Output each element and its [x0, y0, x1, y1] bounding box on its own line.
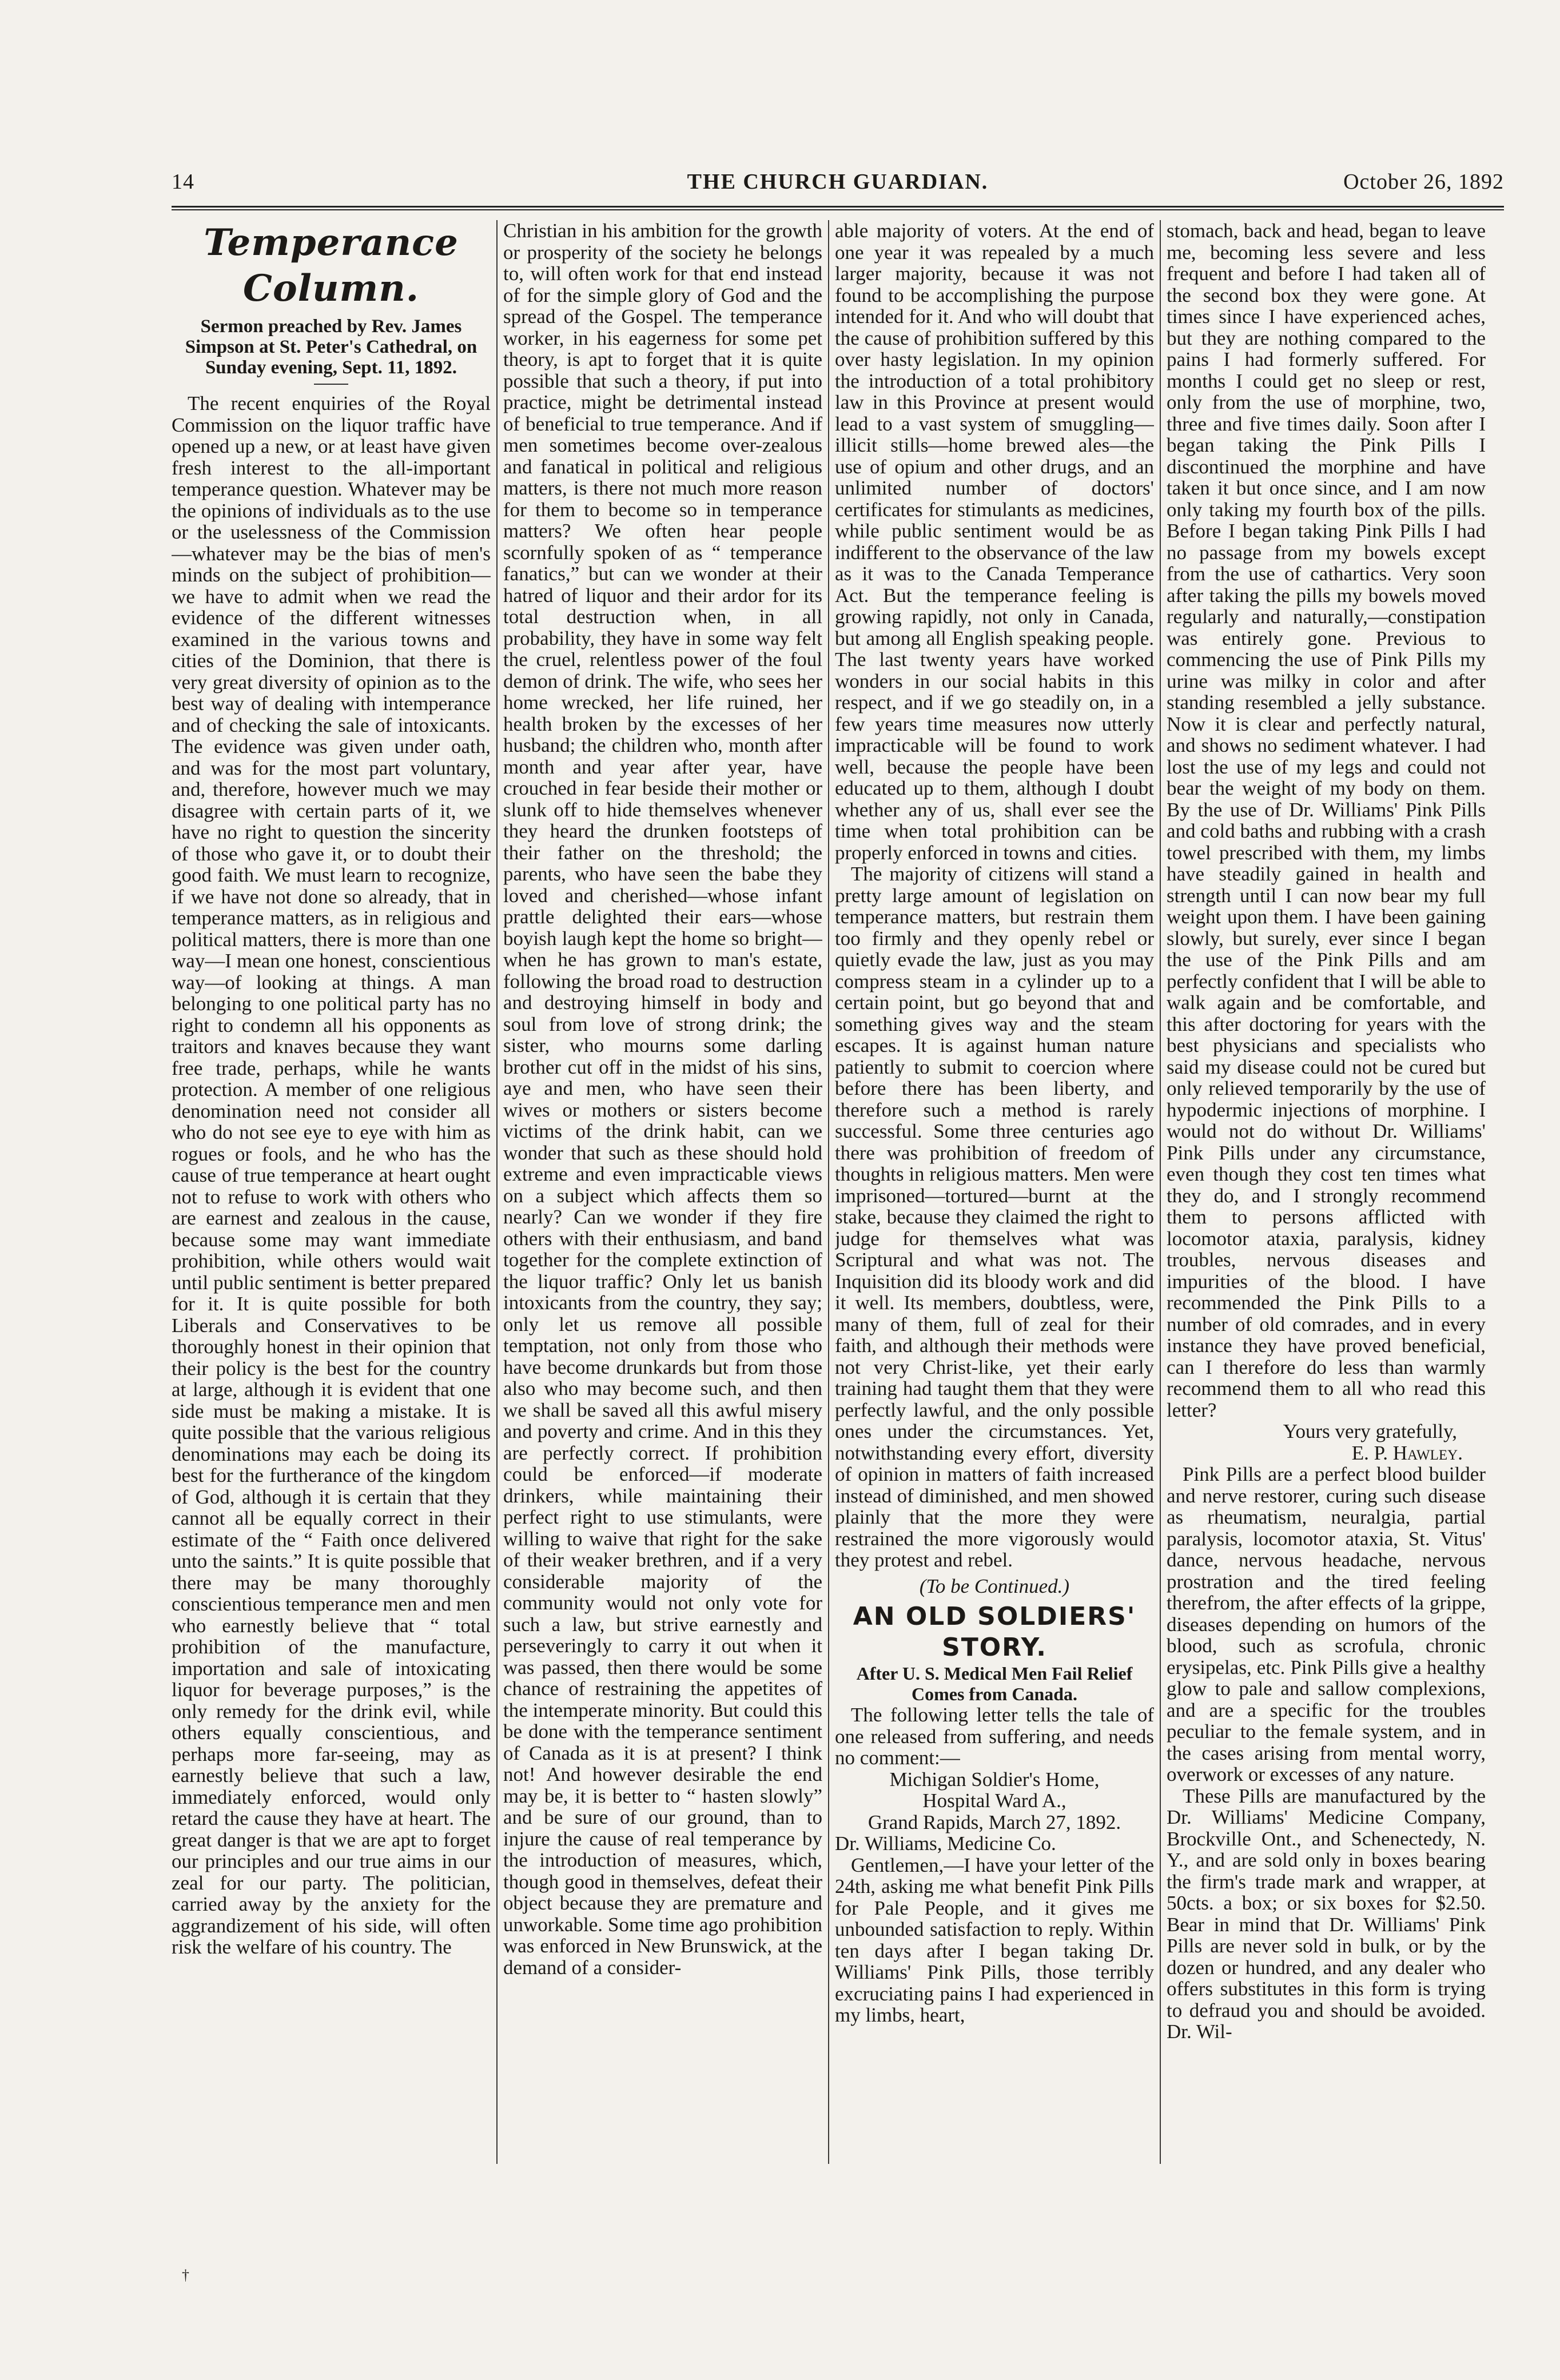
letter-address: Michigan Soldier's Home, [889, 1768, 1100, 1791]
short-rule [314, 384, 348, 385]
sermon-heading: Sermon preached by Rev. James Simpson at St. Peter's Cathedral, on Sunday evening, Sept. 11, 1892. [185, 316, 477, 378]
story-heading: AN OLD SOLDIERS' STORY. [853, 1602, 1136, 1662]
article-paragraph: Christian in his ambition for the growth or prosperity of the society he belongs to, will often work for that end instead of for the simple glory of God and the spread of the Gospel. The temperance worker, in his eagerness for some pet theory, is apt to forget that it is quite possible that such a theory, if put into practice, might be detrimental instead of beneficial to true temperance. And if men sometimes become over-zealous and fanatical in political and religious matters, is there not much more reason for them to become so in temperance matters? We often hear people scornfully spoken of as “ temperance fanatics,” but can we wonder at their hatred of liquor and their ardor for its total destruction when, in all probability, they have in some way felt the cruel, relentless power of the foul demon of drink. The wife, who sees her home wrecked, her life ruined, her health broken by the excesses of her husband; the children who, month after month and year after year, have crouched in fear beside their mother or slunk off to hide themselves whenever they heard the drunken footsteps of their father on the threshold; the parents, who have seen the babe they loved and cherished—whose infant prattle delighted their ears—whose boyish laugh kept the home so bright—when he has grown to man's estate, following the broad road to destruction and destroying himself in body and soul from love of strong drink; the sister, who mourns some darling brother cut off in the midst of his sins, aye and men, who have seen their wives or mothers or sisters become victims of the drink habit, can we wonder that such as these should hold extreme and even impracticable views on a subject which affects them so nearly? Can we wonder if they fire others with their enthusiasm, and band together for the complete extinction of the liquor traffic? Only let us banish intoxicants from the country, they say; only let us remove all possible temptation, not only from those who have become drunkards but from those also who may become such, and then we shall be saved all this awful misery and poverty and crime. And in this they are perfectly correct. If prohibition could be enforced—if moderate drinkers, while maintaining their perfect right to use stimulants, were willing to waive that right for the sake of their weaker brethren, and if a very considerable majority of the community would not only vote for such a law, but strive earnestly and perseveringly to carry it out when it was passed, then there would be some chance of restraining the appetites of the intemperate minority. But could this be done with the temperance sentiment of Canada as it is at present? I think not! And however desirable the end may be, it is better to “ hasten slowly” and be sure of our ground, than to injure the cause of real temperance by the introduction of measures, which, though good in themselves, defeat their object because they are premature and unworkable. Some time ago prohibition was enforced in New Brunswick, at the demand of a consider- [503, 220, 822, 1979]
header-rule [172, 206, 1504, 210]
footer-mark: † [182, 2267, 189, 2283]
column-4 [1167, 220, 1486, 2221]
column-divider [496, 220, 498, 2164]
section-heading: Temperance Column. [204, 221, 459, 310]
column-divider [1160, 220, 1161, 2164]
continued-note: (To be Continued.) [919, 1574, 1070, 1597]
article-paragraph: The majority of citizens will stand a pretty large amount of legislation on temperance matters, but restrain them too firmly and they openly rebel or quietly evade the law, just as you may compress steam in a cylinder up to a certain point, but go beyond that and something gives way and the steam escapes. It is against human nature patiently to submit to coercion where before there has been liberty, and therefore such a method is rarely successful. Some three centuries ago there was prohibition of freedom of thoughts in religious matters. Men were imprisoned—tortured—burnt at the stake, because they claimed the right to judge for themselves what was Scriptural and what was not. The Inquisition did its bloody work and did it well. Its members, doubtless, were, many of them, full of zeal for their faith, and although their methods were not very Christ-like, yet their early training had taught them that they were perfectly lawful, and the only possible ones under the circumstances. Yet, notwithstanding every effort, diversity of opinion in matters of faith increased instead of diminished, and men showed plainly that the more they were restrained the more vigorously would they protest and rebel. [835, 863, 1154, 1571]
letter-address: Grand Rapids, March 27, 1892. [867, 1811, 1121, 1833]
column-divider [828, 220, 829, 2164]
story-intro: The following letter tells the tale of one released from suffering, and needs no comment:— [835, 1704, 1154, 1769]
column-3 [835, 220, 1154, 2221]
issue-date: October 26, 1892 [1343, 170, 1504, 194]
article-paragraph: able majority of voters. At the end of one year it was repealed by a much larger majority, because it was not found to be accomplishing the purpose intended for it. And who will doubt that the cause of prohibition suffered by this over hasty legislation. In my opinion the introduction of a total prohibitory law in this Province at present would lead to a vast system of smuggling—illicit stills—home brewed ales—the use of opium and other drugs, and an unlimited number of doctors' certificates for stimulants as medicines, while public sentiment would be as indifferent to the observance of the law as it was to the Canada Temperance Act. But the temperance feeling is growing rapidly, not only in Canada, but among all English speaking people. The last twenty years have worked wonders in our social habits in this respect, and if we go steadily on, in a few years time measures now utterly impracticable will be found to work well, because the people have been educated up to them, although I doubt whether any of us, shall ever see the time when total prohibition can be properly enforced in towns and cities. [835, 220, 1154, 864]
article-paragraph: Pink Pills are a perfect blood builder and nerve restorer, curing such disease as rheumatism, neuralgia, partial paralysis, locomotor ataxia, St. Vitus' dance, nervous headache, nervous prostration and the tired feeling therefrom, the after effects of la grippe, diseases depending on humors of the blood, such as scrofula, chronic erysipelas, etc. Pink Pills give a healthy glow to pale and sallow complexions, and are a specific for the troubles peculiar to the female system, and in the cases arising from mental worry, overwork or excesses of any nature. [1167, 1463, 1486, 1785]
story-subheading: After U. S. Medical Men Fail Relief Comes from Canada. [856, 1663, 1133, 1704]
letter-paragraph: stomach, back and head, began to leave me, becoming less severe and less frequent and before I had taken all of the second box they were gone. At times since I have experienced aches, but they are nothing compared to the pains I had formerly suffered. For months I could get no sleep or rest, only from the use of morphine, two, three and five times daily. Soon after I began taking the Pink Pills I discontinued the morphine and have taken it but once since, and I am now only taking my fourth box of the pills. Before I began taking Pink Pills I had no passage from my bowels except from the use of cathartics. Very soon after taking the pills my bowels moved regularly and naturally,—constipation was entirely gone. Previous to commencing the use of Pink Pills my urine was milky in color and after standing resembled a jelly substance. Now it is clear and perfectly natural, and shows no sediment whatever. I had lost the use of my legs and could not bear the weight of my body on them. By the use of Dr. Williams' Pink Pills and cold baths and rubbing with a crash towel prescribed with them, my limbs have steadily gained in health and strength until I can now bear my full weight upon them. I have been gaining slowly, but surely, ever since I began the use of the Pink Pills and am perfectly confident that I will be able to walk again and be comfortable, and this after doctoring for years with the best physicians and specialists who said my disease could not be cured but only relieved temporarily by the use of hypodermic injections of morphine. I would not do without Dr. Williams' Pink Pills under any circumstance, even though they cost ten times what they do, and I strongly recommend them to persons afflicted with locomotor ataxia, paralysis, kidney troubles, nervous diseases and impurities of the blood. I have recommended the Pink Pills to a number of old comrades, and in every instance they have proved beneficial, can I therefore do less than warmly recommend them to all who read this letter? [1167, 220, 1486, 1421]
letter-signature: E. P. Hawley. [1351, 1441, 1463, 1464]
article-paragraph: The recent enquiries of the Royal Commission on the liquor traffic have opened up a new, or at least have given fresh interest to the all-important temperance question. Whatever may be the opinions of individuals as to the use or the uselessness of the Commission—whatever may be the bias of men's minds on the subject of prohibition—we have to admit when we read the evidence of the different witnesses examined in the various towns and cities of the Dominion, that there is very great diversity of opinion as to the best way of dealing with intemperance and of checking the sale of intoxicants. The evidence was given under oath, and was for the most part voluntary, and, therefore, however much we may disagree with certain parts of it, we have no right to question the sincerity of those who gave it, or to doubt their good faith. We must learn to recognize, if we have not done so already, that in temperance matters, as in religious and political matters, there is more than one way—I mean one honest, conscientious way—of looking at things. A man belonging to one political party has no right to condemn all his opponents as traitors and knaves because they want free trade, perhaps, while he wants protection. A member of one religious denomination need not consider all who do not see eye to eye with him as rogues or fools, and he who has the cause of true temperance at heart ought not to refuse to work with others who are earnest and zealous in the cause, because some may want immediate prohibition, while others would wait until public sentiment is better prepared for it. It is quite possible for both Liberals and Conservatives to be thoroughly honest in their opinion that their policy is the best for the country at large, although it is evident that one side must be making a mistake. It is quite possible that the various religious denominations may each be doing its best for the furtherance of the kingdom of God, although it is certain that they cannot all be equally correct in their estimate of the “ Faith once delivered unto the saints.” It is quite possible that there may be many thoroughly conscientious temperance men and men who earnestly believe that “ total prohibition of the manufacture, importation and sale of intoxicating liquor for beverage purposes,” is the only remedy for the drink evil, while others equally conscientious, and perhaps more far-seeing, may as earnestly believe that such a law, immediately enforced, would only retard the cause they have at heart. The great danger is that we are apt to forget our principles and our true aims in our zeal for our party. The politician, carried away by the anxiety for the aggrandizement of his side, will often risk the welfare of his country. The [172, 392, 491, 1958]
newspaper-title: THE CHURCH GUARDIAN. [687, 170, 989, 194]
letter-closing: Yours very gratefully, [1283, 1420, 1457, 1442]
article-paragraph: These Pills are manufactured by the Dr. Williams' Medicine Company, Brockville Ont., and Schenectedy, N. Y., and are sold only in boxes bearing the firm's trade mark and wrapper, at 50cts. a box; or six boxes for $2.50. Bear in mind that Dr. Williams' Pink Pills are never sold in bulk, or by the dozen or hundred, and any dealer who offers substitutes in this form is trying to defraud you and should be avoided. Dr. Wil- [1167, 1784, 1486, 2043]
letter-address: Hospital Ward A., [922, 1789, 1066, 1812]
page-number: 14 [172, 170, 194, 194]
column-2 [503, 220, 822, 2221]
column-1 [172, 220, 491, 2221]
letter-addressee: Dr. Williams, Medicine Co. [835, 1832, 1056, 1855]
page-header [172, 169, 1504, 204]
letter-paragraph: Gentlemen,—I have your letter of the 24th, asking me what benefit Pink Pills for Pale People, and it gives me unbounded satisfaction to reply. Within ten days after I began taking Dr. Williams' Pink Pills, those terribly excruciating pains I had experienced in my limbs, heart, [835, 1853, 1154, 2026]
